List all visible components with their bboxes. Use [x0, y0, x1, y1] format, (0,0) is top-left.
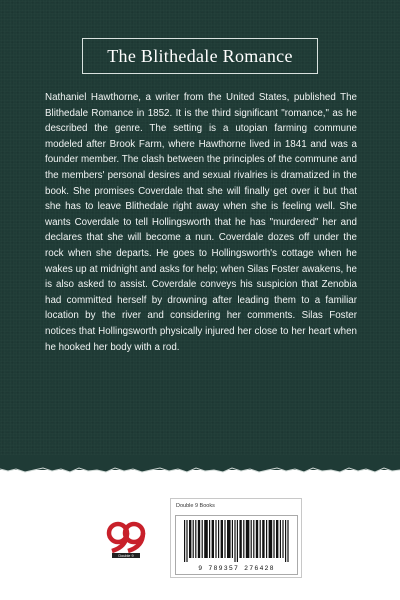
- title-frame: [82, 38, 318, 74]
- publisher-name: Double 9 Books: [176, 503, 215, 509]
- barcode-panel: [170, 498, 302, 578]
- isbn-number: 9 789357 276428: [198, 565, 275, 572]
- book-title: The Blithedale Romance: [107, 45, 293, 66]
- torn-paper-edge: [0, 455, 400, 485]
- isbn-barcode: [175, 515, 298, 575]
- publisher-logo-icon: [106, 520, 146, 565]
- book-description: Nathaniel Hawthorne, a writer from the United States, published The Blithedale Romance in 1852. It is the third significant "romance," as he described the genre. The setting is a utopian farming commune modeled after Brook Farm, where Hawthorne lived in 1841 and was a founder member. The clash between the principles of the commune and the members' personal desires and sexual rivalries is dramatized in the book. She promises Coverdale that she will finally get over it but that she has to leave Blithedale right away when she is feeling well. She wants Coverdale to tell Hollingsworth that he has "murdered" her and declares that she will become a nun. Coverdale dozes off under the rock when she departs. He goes to Hollingsworth's cottage when he wakes up at midnight and asks for help; when Silas Foster awakens, he is also asked to assist. Coverdale conveys his suspicion that Zenobia had committed herself by drowning after leading them to a familiar location by the river and considering her comments. Silas Foster notices that Hollingsworth physically injured her close to her heart when he hooked her body with a rod.: [45, 92, 357, 353]
- publisher-logo-text: Double 9: [118, 554, 134, 558]
